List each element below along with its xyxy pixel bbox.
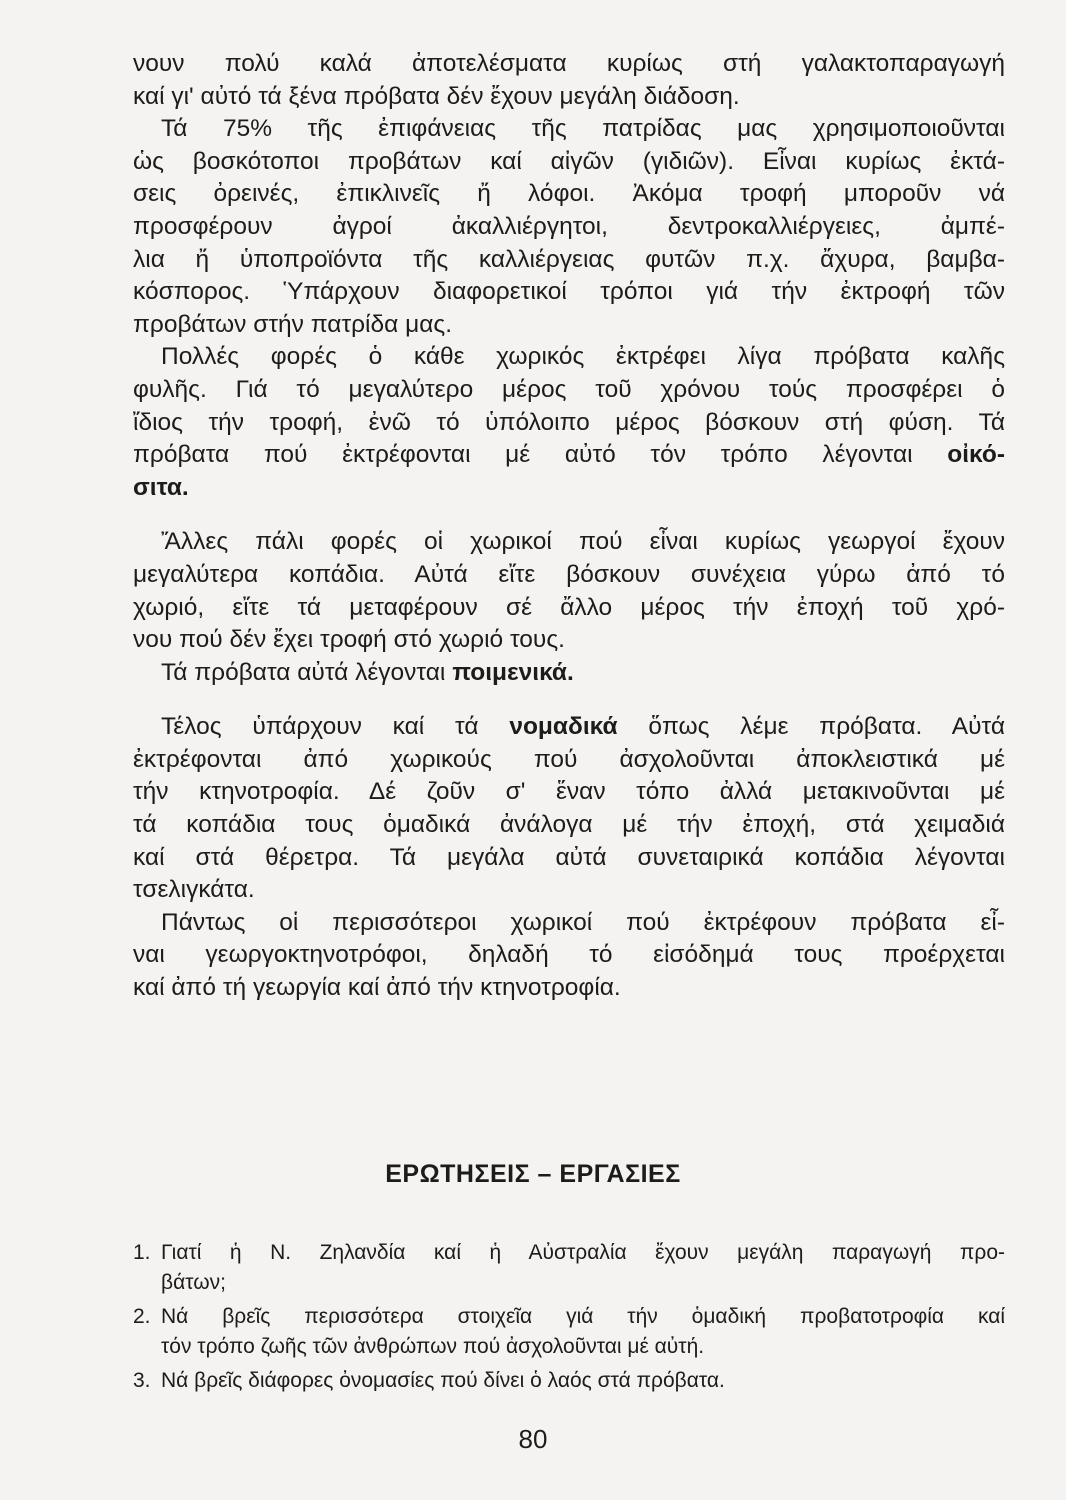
- paragraph-line: Ἄλλες πάλι φορές οἱ χωρικοί πού εἶναι κυρίως γεωργοί ἔχουν: [161, 528, 1005, 556]
- list-item: [133, 1366, 1005, 1396]
- list-item: [133, 1302, 1005, 1362]
- question-line: Γιατί ἡ Ν. Ζηλανδία καί ἡ Αὐστραλία ἔχουν μεγάλη παραγωγή προ-: [161, 1241, 1005, 1264]
- question-text: [161, 1238, 1005, 1298]
- text-run: Τά πρόβατα αὐτά λέγονται: [161, 658, 453, 686]
- question-line: Νά βρεῖς περισσότερα στοιχεῖα γιά τήν ὁμαδική προβατοτροφία καί: [161, 1305, 1005, 1328]
- paragraph-line: ὡς βοσκότοποι προβάτων καί αἰγῶν (γιδιῶν). Εἶναι κυρίως ἐκτά-: [133, 147, 1005, 175]
- page-number: 80: [518, 1424, 548, 1454]
- paragraph-line: ναι γεωργοκτηνοτρόφοι, δηλαδή τό εἰσόδημά τους προέρχεται: [133, 941, 1005, 969]
- paragraph-line: Τά 75% τῆς ἐπιφάνειας τῆς πατρίδας μας χρησιμοποιοῦνται: [161, 115, 1005, 143]
- paragraph-line: μεγαλύτερα κοπάδια. Αὐτά εἴτε βόσκουν συνέχεια γύρω ἀπό τό: [133, 560, 1005, 588]
- paragraph-line: προσφέρουν ἀγροί ἀκαλλιέργητοι, δεντροκαλλιέργειες, ἀμπέ-: [133, 212, 1005, 240]
- paragraph-line: Πάντως οἱ περισσότεροι χωρικοί πού ἐκτρέφουν πρόβατα εἶ-: [161, 908, 1005, 936]
- term-poimenika: ποιμενικά.: [452, 658, 574, 686]
- paragraph-line: τήν κτηνοτροφία. Δέ ζοῦν σ' ἕναν τόπο ἀλλά μετακινοῦνται μέ: [133, 778, 1005, 806]
- section-heading: ΕΡΩΤΗΣΕΙΣ – ΕΡΓΑΣΙΕΣ: [385, 1160, 681, 1188]
- paragraph-line: Πολλές φορές ὁ κάθε χωρικός ἐκτρέφει λίγα πρόβατα καλῆς: [161, 343, 1005, 371]
- paragraph-line: καί γι' αὐτό τά ξένα πρόβατα δέν ἔχουν μεγάλη διάδοση.: [133, 82, 740, 110]
- paragraph-line: καί ἀπό τή γεωργία καί ἀπό τήν κτηνοτροφία.: [133, 974, 621, 1002]
- question-list: [133, 1238, 1005, 1400]
- question-line: βάτων;: [161, 1271, 226, 1294]
- paragraph-line: ἐκτρέφονται ἀπό χωρικούς πού ἀσχολοῦνται ἀποκλειστικά μέ: [133, 745, 1005, 773]
- paragraph-line: [133, 472, 1005, 505]
- text-run: ὅπως λέμε πρόβατα. Αὐτά: [617, 713, 1006, 741]
- paragraph-line: τά κοπάδια τους ὁμαδικά ἀνάλογα μέ τήν ἐποχή, στά χειμαδιά: [133, 811, 1005, 839]
- list-item: [133, 1238, 1005, 1298]
- paragraph-line: νου πού δέν ἔχει τροφή στό χωριό τους.: [133, 626, 565, 654]
- question-text: [161, 1302, 1005, 1362]
- body-text: [133, 48, 1005, 1005]
- question-number: 3.: [133, 1369, 151, 1392]
- paragraph-line: σεις ὀρεινές, ἐπικλινεῖς ἤ λόφοι. Ἀκόμα τροφή μποροῦν νά: [133, 180, 1005, 208]
- paragraph-line: [133, 439, 1005, 472]
- paragraph-line: [133, 711, 1005, 744]
- paragraph-line: τσελιγκάτα.: [133, 876, 255, 904]
- question-number: 1.: [133, 1241, 151, 1264]
- question-line: Νά βρεῖς διάφορες ὀνομασίες πού δίνει ὁ λαός στά πρόβατα.: [161, 1369, 725, 1392]
- paragraph-line: προβάτων στήν πατρίδα μας.: [133, 310, 453, 338]
- paragraph-line: ἴδιος τήν τροφή, ἐνῶ τό ὑπόλοιπο μέρος βόσκουν στή φύση. Τά: [133, 408, 1005, 436]
- paragraph-line: καί στά θέρετρα. Τά μεγάλα αὐτά συνεταιρικά κοπάδια λέγονται: [133, 843, 1005, 871]
- question-text: [161, 1366, 1005, 1396]
- term-oikosita-end: σιτα.: [133, 473, 189, 501]
- paragraph-line: χωριό, εἴτε τά μεταφέρουν σέ ἄλλο μέρος τήν ἐποχή τοῦ χρό-: [133, 593, 1005, 621]
- paragraph-line: λια ἤ ὑποπροϊόντα τῆς καλλιέργειας φυτῶν π.χ. ἄχυρα, βαμβα-: [133, 245, 1005, 273]
- text-run: πρόβατα πού ἐκτρέφονται μέ αὐτό τόν τρόπο λέγονται: [133, 441, 948, 469]
- term-nomadika: νομαδικά: [509, 713, 618, 741]
- question-number: 2.: [133, 1305, 151, 1328]
- paragraph-line: κόσπορος. Ὑπάρχουν διαφορετικοί τρόποι γιά τήν ἐκτροφή τῶν: [133, 278, 1005, 306]
- term-oikosita: οἰκό-: [947, 441, 1005, 469]
- paragraph-line: φυλῆς. Γιά τό μεγαλύτερο μέρος τοῦ χρόνου τούς προσφέρει ὁ: [133, 375, 1005, 403]
- paragraph-line: νουν πολύ καλά ἀποτελέσματα κυρίως στή γαλακτοπαραγωγή: [133, 50, 1005, 77]
- paragraph-line: [133, 657, 1005, 690]
- question-line: τόν τρόπο ζωῆς τῶν ἀνθρώπων πού ἀσχολοῦνται μέ αὐτή.: [161, 1335, 705, 1358]
- text-run: Τέλος ὑπάρχουν καί τά: [161, 713, 510, 741]
